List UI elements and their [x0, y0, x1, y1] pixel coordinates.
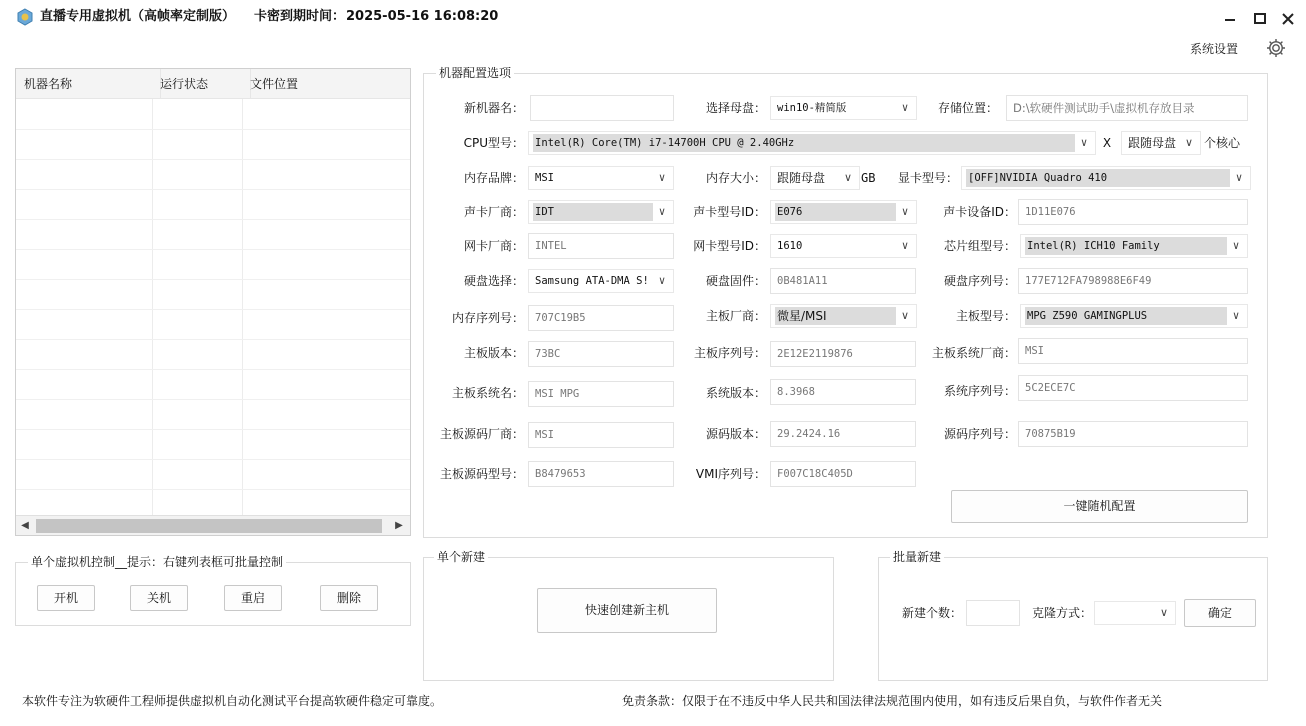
grid-row-line — [16, 399, 410, 400]
sys-serial-input[interactable]: 5C2ECE7C — [1018, 375, 1248, 401]
chevron-down-icon: ∨ — [658, 171, 666, 184]
mem-size-unit: GB — [861, 171, 876, 185]
expiry-value: 2025-05-16 16:08:20 — [346, 9, 499, 24]
column-header-status[interactable]: 运行状态 — [152, 69, 251, 99]
batch-confirm-button[interactable]: 确定 — [1184, 599, 1256, 627]
mb-model-select[interactable] — [1020, 304, 1248, 328]
restart-button[interactable]: 重启 — [224, 585, 282, 611]
grid-row-line — [16, 489, 410, 490]
src-serial-input[interactable]: 70875B19 — [1018, 421, 1248, 447]
cores-value: 跟随母盘 — [1128, 136, 1177, 150]
vmi-serial-label: VMI序列号： — [695, 467, 766, 481]
close-icon — [1277, 8, 1299, 30]
src-version-input[interactable]: 29.2424.16 — [770, 421, 916, 447]
mem-size-label: 内存大小： — [705, 171, 766, 185]
disk-select-label: 硬盘选择： — [463, 274, 524, 288]
horizontal-scrollbar[interactable] — [16, 515, 410, 535]
mem-size-select[interactable] — [770, 166, 860, 190]
mb-serial-input[interactable]: 2E12E2119876 — [770, 341, 916, 367]
minimize-button[interactable] — [1219, 8, 1241, 30]
clone-mode-select[interactable] — [1094, 601, 1176, 625]
sys-serial-label: 系统序列号： — [943, 384, 1016, 398]
grid-divider — [152, 99, 153, 515]
column-header-location[interactable]: 文件位置 — [250, 77, 299, 91]
nic-vendor-label: 网卡厂商： — [463, 239, 524, 253]
mb-src-vendor-input[interactable]: MSI — [528, 422, 674, 448]
grid-row-line — [16, 189, 410, 190]
grid-row-line — [16, 219, 410, 220]
chevron-down-icon: ∨ — [1184, 136, 1194, 149]
grid-row-line — [16, 459, 410, 460]
mb-version-input[interactable]: 73BC — [528, 341, 674, 367]
batch-count-input[interactable] — [966, 600, 1020, 626]
mem-serial-label: 内存序列号： — [451, 311, 524, 325]
nic-model-label: 网卡型号ID： — [693, 239, 766, 253]
batch-new-title: 批量新建 — [890, 549, 944, 565]
disk-select-value: Samsung ATA-DMA S! — [535, 275, 649, 287]
disk-firmware-input[interactable]: 0B481A11 — [770, 268, 916, 294]
sound-model-select[interactable] — [770, 200, 917, 224]
window-title: 直播专用虚拟机（高帧率定制版） — [40, 9, 236, 24]
chevron-down-icon: ∨ — [1235, 171, 1243, 184]
mb-vendor-select[interactable] — [770, 304, 917, 328]
cores-select[interactable] — [1121, 131, 1201, 155]
batch-count-label: 新建个数： — [901, 606, 962, 620]
mem-brand-value: MSI — [535, 172, 554, 184]
mb-sys-vendor-label: 主板系统厂商： — [931, 346, 1016, 360]
scroll-left-icon[interactable]: ◀ — [21, 520, 29, 531]
chipset-value: Intel(R) ICH10 Family — [1025, 237, 1227, 255]
disk-firmware-label: 硬盘固件： — [705, 274, 766, 288]
storage-label: 存储位置： — [937, 101, 998, 115]
chevron-down-icon: ∨ — [900, 309, 910, 322]
cores-suffix: 个核心 — [1204, 136, 1241, 150]
mb-sys-name-input[interactable]: MSI MPG — [528, 381, 674, 407]
vm-list[interactable] — [15, 68, 411, 536]
chevron-down-icon: ∨ — [1232, 309, 1240, 322]
chevron-down-icon: ∨ — [1159, 606, 1169, 619]
grid-row-line — [16, 369, 410, 370]
chevron-down-icon: ∨ — [1080, 136, 1088, 149]
mb-src-model-input[interactable]: B8479653 — [528, 461, 674, 487]
minimize-icon — [1219, 8, 1241, 30]
shutdown-button[interactable]: 关机 — [130, 585, 188, 611]
sound-vendor-select[interactable] — [528, 200, 674, 224]
mb-sys-name-label: 主板系统名： — [451, 386, 524, 400]
footer-disclaimer: 免责条款：仅限于在不违反中华人民共和国法律法规范围内使用，如有违反后果自负，与软件作者无关 — [622, 694, 1163, 708]
clone-mode-value — [1099, 604, 1155, 622]
scrollbar-thumb[interactable] — [36, 519, 382, 533]
chevron-down-icon: ∨ — [1232, 239, 1240, 252]
mother-disk-value: win10-精简版 — [777, 102, 847, 114]
new-machine-name-label: 新机器名： — [463, 101, 524, 115]
sys-version-label: 系统版本： — [705, 386, 766, 400]
gpu-value: [OFF]NVIDIA Quadro 410 — [966, 169, 1230, 187]
settings-gear-icon[interactable] — [1265, 37, 1287, 59]
grid-row-line — [16, 129, 410, 130]
app-logo-icon — [16, 8, 34, 26]
footer-description: 本软件专注为软硬件工程师提供虚拟机自动化测试平台提高软硬件稳定可靠度。 — [22, 694, 443, 708]
sound-device-input[interactable]: 1D11E076 — [1018, 199, 1248, 225]
delete-button[interactable]: 删除 — [320, 585, 378, 611]
mem-size-value: 跟随母盘 — [777, 171, 826, 185]
mother-disk-select[interactable] — [770, 96, 917, 120]
scroll-right-icon[interactable]: ▶ — [395, 520, 403, 531]
sound-model-value: E076 — [775, 203, 896, 221]
mb-version-label: 主板版本： — [463, 346, 524, 360]
cpu-label: CPU型号： — [463, 136, 524, 150]
maximize-button[interactable] — [1249, 8, 1271, 30]
mb-sys-vendor-input[interactable]: MSI — [1018, 338, 1248, 364]
mb-vendor-value: 微星/MSI — [775, 307, 896, 325]
chevron-down-icon: ∨ — [843, 171, 853, 184]
cpu-multiplier-x: X — [1102, 136, 1112, 150]
cpu-value: Intel(R) Core(TM) i7-14700H CPU @ 2.40GHz — [533, 134, 1075, 152]
src-serial-label: 源码序列号： — [943, 427, 1016, 441]
mem-brand-select[interactable] — [528, 166, 674, 190]
clone-mode-label: 克隆方式： — [1031, 606, 1092, 620]
quick-create-button[interactable]: 快速创建新主机 — [537, 588, 717, 633]
close-button[interactable] — [1277, 8, 1299, 30]
mb-model-value: MPG Z590 GAMINGPLUS — [1025, 307, 1227, 325]
disk-serial-label: 硬盘序列号： — [943, 274, 1016, 288]
grid-row-line — [16, 249, 410, 250]
mb-model-label: 主板型号： — [955, 309, 1016, 323]
single-new-title: 单个新建 — [434, 549, 488, 565]
mb-vendor-label: 主板厂商： — [705, 309, 766, 323]
chevron-down-icon: ∨ — [901, 205, 909, 218]
grid-row-line — [16, 339, 410, 340]
single-control-title: 单个虚拟机控制__提示：右键列表框可批量控制 — [28, 554, 286, 570]
mother-disk-label: 选择母盘： — [705, 101, 766, 115]
vmi-serial-input[interactable]: F007C18C405D — [770, 461, 916, 487]
sound-model-label: 声卡型号ID： — [693, 205, 766, 219]
start-button[interactable]: 开机 — [37, 585, 95, 611]
chipset-label: 芯片组型号： — [943, 239, 1016, 253]
config-group-title: 机器配置选项 — [436, 65, 514, 81]
chevron-down-icon: ∨ — [658, 205, 666, 218]
cpu-select[interactable] — [528, 131, 1096, 155]
chevron-down-icon: ∨ — [658, 274, 666, 287]
grid-row-line — [16, 309, 410, 310]
random-config-button[interactable]: 一键随机配置 — [951, 490, 1248, 523]
disk-serial-input[interactable]: 177E712FA798988E6F49 — [1018, 268, 1248, 294]
grid-row-line — [16, 159, 410, 160]
src-version-label: 源码版本： — [705, 427, 766, 441]
sound-vendor-label: 声卡厂商： — [463, 205, 524, 219]
mb-src-vendor-label: 主板源码厂商： — [439, 427, 524, 441]
gpu-select[interactable] — [961, 166, 1251, 190]
column-header-name[interactable]: 机器名称 — [16, 69, 161, 99]
sound-device-label: 声卡设备ID： — [943, 205, 1016, 219]
nic-vendor-input[interactable]: INTEL — [528, 233, 674, 259]
disk-select[interactable] — [528, 269, 674, 293]
grid-row-line — [16, 279, 410, 280]
gpu-label: 显卡型号： — [897, 171, 958, 185]
new-machine-name-input[interactable] — [530, 95, 674, 121]
chevron-down-icon: ∨ — [901, 239, 909, 252]
nic-model-value: 1610 — [777, 240, 803, 252]
sound-vendor-value: IDT — [533, 203, 653, 221]
nic-model-select[interactable] — [770, 234, 917, 258]
grid-divider — [242, 99, 243, 515]
mem-brand-label: 内存品牌： — [463, 171, 524, 185]
mem-serial-input[interactable]: 707C19B5 — [528, 305, 674, 331]
chipset-select[interactable] — [1020, 234, 1248, 258]
mb-src-model-label: 主板源码型号： — [439, 467, 524, 481]
settings-label[interactable]: 系统设置 — [1190, 42, 1239, 56]
grid-row-line — [16, 429, 410, 430]
maximize-icon — [1249, 8, 1271, 30]
vm-list-header — [16, 69, 410, 99]
storage-path-input[interactable]: D:\软硬件测试助手\虚拟机存放目录 — [1006, 95, 1248, 121]
sys-version-input[interactable]: 8.3968 — [770, 379, 916, 405]
expiry-label: 卡密到期时间： — [254, 9, 346, 24]
mb-serial-label: 主板序列号： — [693, 346, 766, 360]
chevron-down-icon: ∨ — [901, 101, 909, 114]
